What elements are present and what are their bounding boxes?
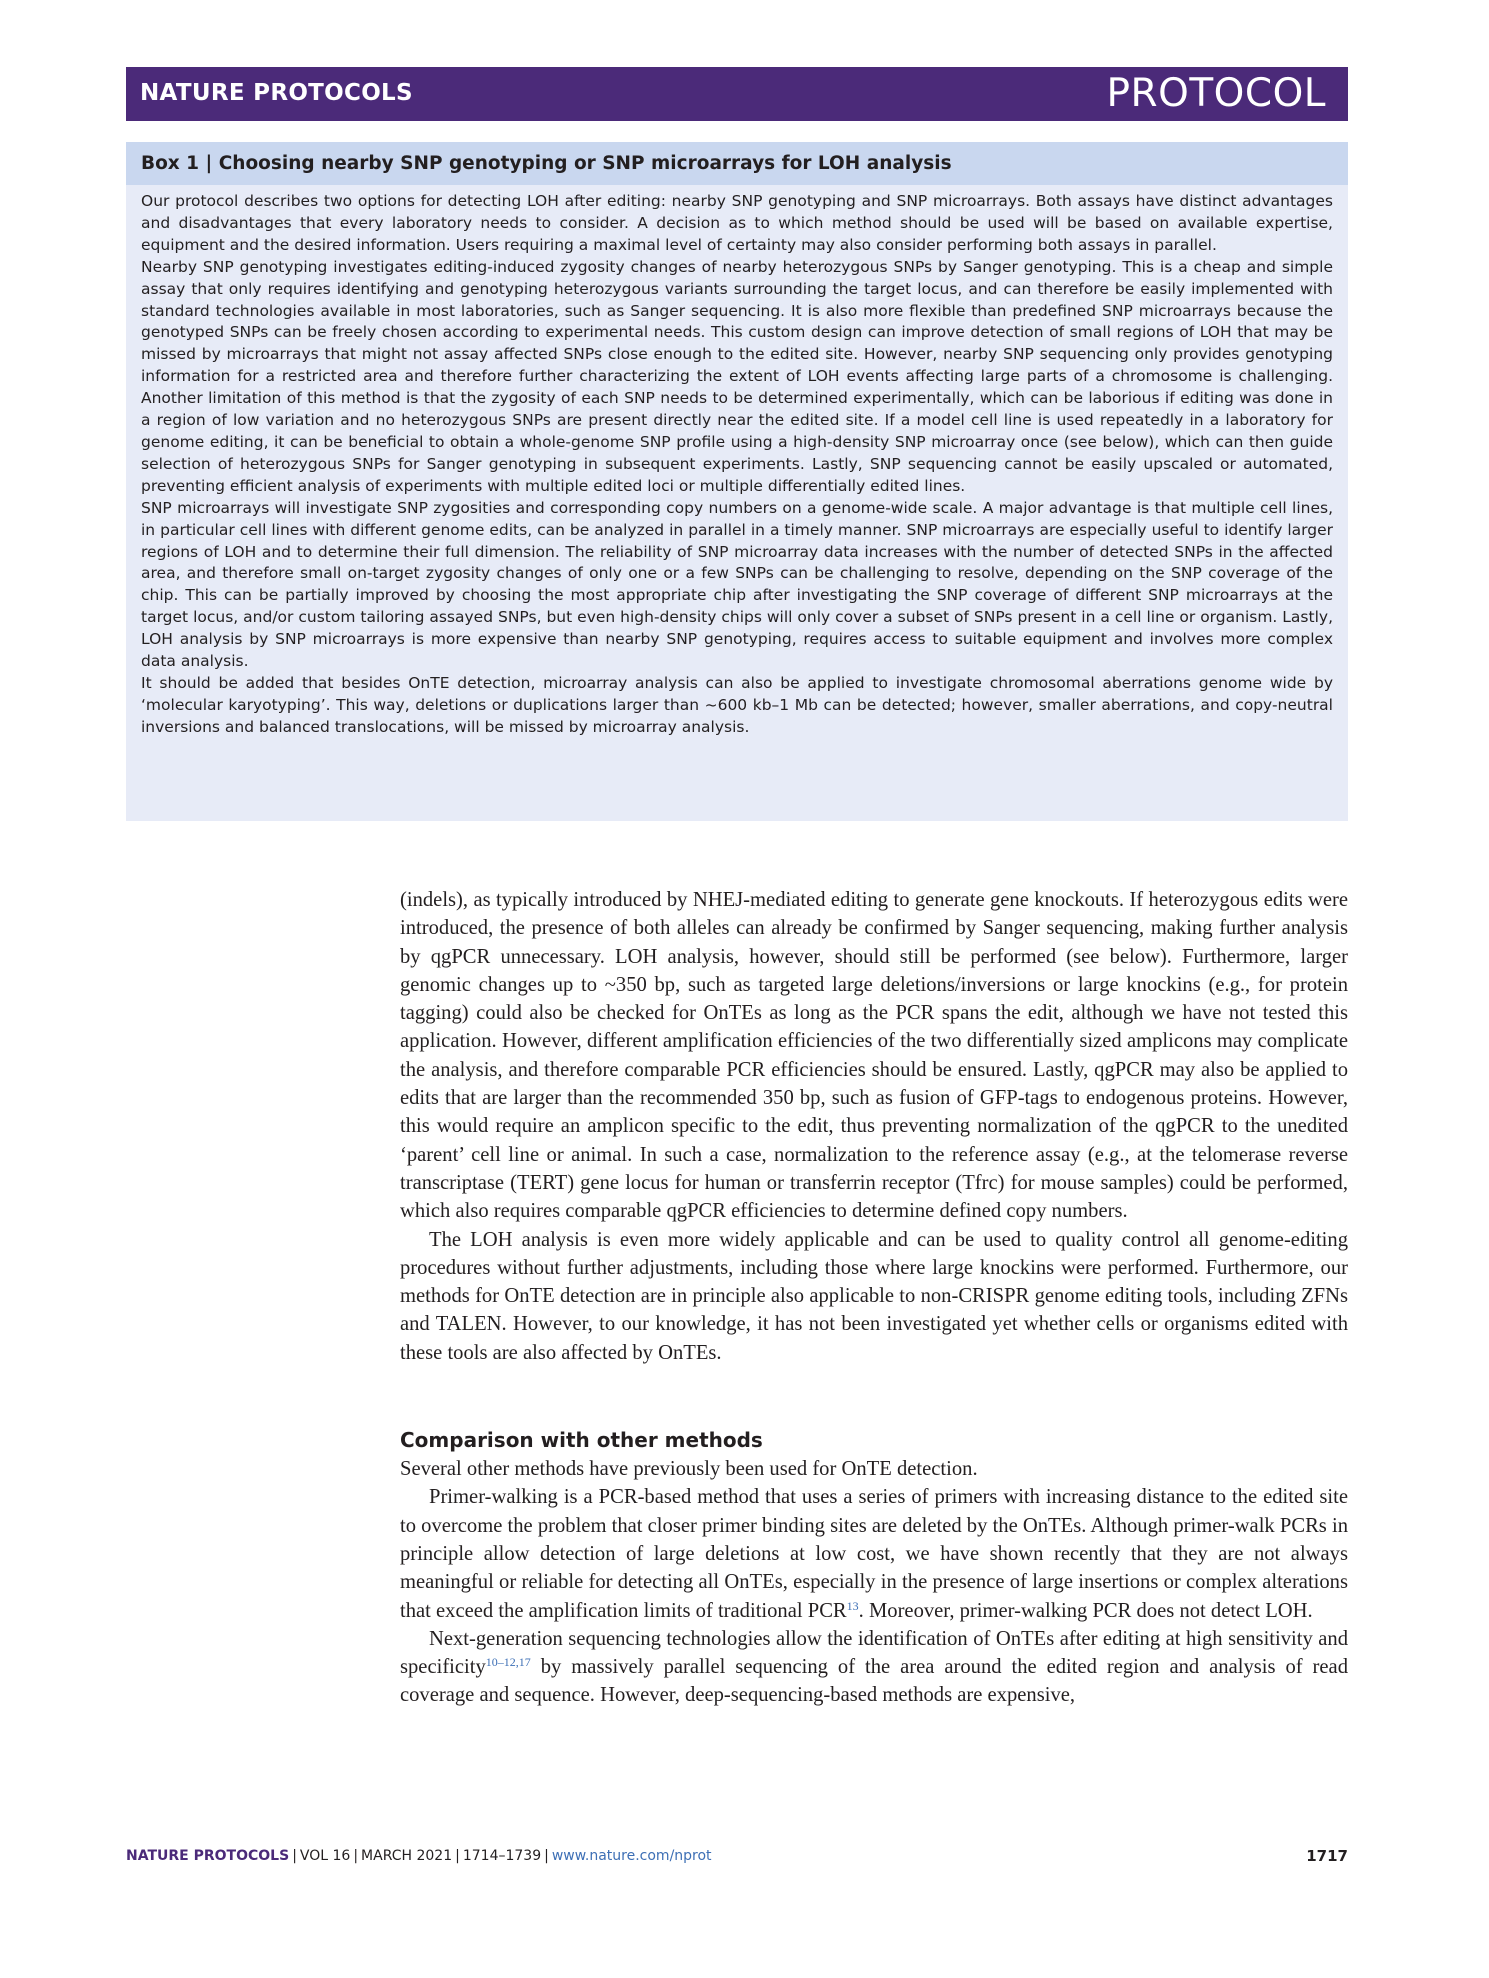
footer-volume: VOL 16 bbox=[299, 1848, 351, 1864]
footer-journal: NATURE PROTOCOLS bbox=[126, 1848, 290, 1864]
body-text: . Moreover, primer-walking PCR does not detect LOH. bbox=[858, 1599, 1313, 1622]
footer-date: MARCH 2021 bbox=[361, 1848, 453, 1864]
body-paragraph: The LOH analysis is even more widely applicable and can be used to quality control all genome-editing procedures without further adjustments, including those where large knockins were performed. Furthermore, our methods for OnTE detection are in principle also applicable to non-CRISPR genome editing tools, including ZFNs and TALEN. However, to our knowledge, it has not been investigated yet whether cells or organisms edited with these tools are also affected by OnTEs. bbox=[400, 1228, 1348, 1364]
body-paragraph bbox=[400, 1625, 1348, 1710]
box-body bbox=[141, 191, 1333, 739]
box-paragraph: Our protocol describes two options for detecting LOH after editing: nearby SNP genotyping and SNP microarrays. Both assays have distinct advantages and disadvantages that every laboratory needs to consider. A decision as to which method should be used will be based on available expertise, equipment and the desired information. Users requiring a maximal level of certainty may also consider performing both assays in parallel. bbox=[141, 192, 1333, 254]
box-paragraph: Nearby SNP genotyping investigates editing-induced zygosity changes of nearby heterozygous SNPs by Sanger genotyping. This is a cheap and simple assay that only requires identifying and genotyping heterozygous variants surrounding the target locus, and can therefore be easily implemented with standard technologies available in most laboratories, such as Sanger sequencing. It is also more flexible than predefined SNP microarrays because the genotyped SNPs can be freely chosen according to experimental needs. This custom design can improve detection of small regions of LOH that may be missed by microarrays that might not assay affected SNPs close enough to the edited site. However, nearby SNP sequencing only provides genotyping information for a restricted area and therefore further characterizing the extent of LOH events affecting large parts of a chromosome is challenging. Another limitation of this method is that the zygosity of each SNP needs to be determined experimentally, which can be laborious if editing was done in a region of low variation and no heterozygous SNPs are present directly near the edited site. If a model cell line is used repeatedly in a laboratory for genome editing, it can be beneficial to obtain a whole-genome SNP profile using a high-density SNP microarray once (see below), which can then guide selection of heterozygous SNPs for Sanger genotyping in subsequent experiments. Lastly, SNP sequencing cannot be easily upscaled or automated, preventing efficient analysis of experiments with multiple edited loci or multiple differentially edited lines. bbox=[141, 257, 1333, 495]
citation-link[interactable]: 13 bbox=[846, 1598, 859, 1613]
body-paragraph: (indels), as typically introduced by NHEJ-mediated editing to generate gene knockouts. If heterozygous edits were introduced, the presence of both alleles can already be confirmed by Sanger sequencing, making further analysis by qgPCR unnecessary. LOH analysis, however, should still be performed (see below). Furthermore, larger genomic changes up to ~350 bp, such as targeted large deletions/inversions or large knockins (e.g., for protein tagging) could also be checked for OnTEs as long as the PCR spans the edit, although we have not tested this application. However, different amplification efficiencies of the two differentially sized amplicons may complicate the analysis, and therefore comparable PCR efficiencies should be ensured. Lastly, qgPCR may also be applied to edits that are larger than the recommended 350 bp, such as fusion of GFP-tags to endogenous proteins. However, this would require an amplicon specific to the edit, thus preventing normalization of the qgPCR to the unedited ‘parent’ cell line or animal. In such a case, normalization to the reference assay (e.g., at the telomerase reverse transcriptase (TERT) gene locus for human or transferrin receptor (Tfrc) for mouse samples) could be performed, which also requires comparable qgPCR efficiencies to determine defined copy numbers. bbox=[400, 889, 1348, 1223]
article-type: PROTOCOL bbox=[1106, 71, 1326, 116]
main-text-column bbox=[400, 886, 1348, 1710]
box-paragraph: SNP microarrays will investigate SNP zygosities and corresponding copy numbers on a genome-wide scale. A major advantage is that multiple cell lines, in particular cell lines with different genome edits, can be analyzed in parallel in a timely manner. SNP microarrays are especially useful to identify larger regions of LOH and to determine their full dimension. The reliability of SNP microarray data increases with the number of detected SNPs in the affected area, and therefore small on-target zygosity changes of only one or a few SNPs can be challenging to resolve, depending on the SNP coverage of the chip. This can be partially improved by choosing the most appropriate chip after investigating the SNP coverage of different SNP microarrays at the target locus, and/or custom tailoring assayed SNPs, but even high-density chips will only cover a subset of SNPs present in a cell line or organism. Lastly, LOH analysis by SNP microarrays is more expensive than nearby SNP genotyping, requires access to suitable equipment and involves more complex data analysis. bbox=[141, 498, 1333, 671]
journal-name: NATURE PROTOCOLS bbox=[140, 80, 413, 106]
footer-separator: | bbox=[455, 1848, 460, 1864]
section-heading: Comparison with other methods bbox=[400, 1428, 763, 1453]
footer-separator: | bbox=[292, 1848, 297, 1864]
journal-header-bar bbox=[126, 67, 1348, 121]
citation-link[interactable]: 10–12,17 bbox=[485, 1655, 531, 1670]
body-paragraph bbox=[400, 1483, 1348, 1624]
body-text: by massively parallel sequencing of the area around the edited region and analysis of read coverage and sequence. However, deep-sequencing-based methods are expensive, bbox=[400, 1656, 1348, 1707]
box-1 bbox=[126, 142, 1348, 821]
footer-citation bbox=[126, 1848, 712, 1864]
box-title-bar bbox=[126, 142, 1348, 185]
footer-url-link[interactable]: www.nature.com/nprot bbox=[551, 1848, 712, 1864]
body-text: Primer-walking is a PCR-based method that uses a series of primers with increasing distance to the edited site to overcome the problem that closer primer binding sites are deleted by the OnTEs. Although primer-walk PCRs in principle allow detection of large deletions at low cost, we have shown recently that they are not always meaningful or reliable for detecting all OnTEs, especially in the presence of large insertions or complex alterations that exceed the amplification limits of traditional PCR bbox=[400, 1486, 1348, 1622]
box-title: Box 1 | Choosing nearby SNP genotyping or SNP microarrays for LOH analysis bbox=[141, 153, 952, 174]
footer-separator: | bbox=[544, 1848, 549, 1864]
box-paragraph: It should be added that besides OnTE detection, microarray analysis can also be applied to investigate chromosomal aberrations genome wide by ‘molecular karyotyping’. This way, deletions or duplications larger than ~600 kb–1 Mb can be detected; however, smaller aberrations, and copy-neutral inversions and balanced translocations, will be missed by microarray analysis. bbox=[141, 673, 1333, 736]
footer-separator: | bbox=[353, 1848, 359, 1864]
footer-pages: 1714–1739 bbox=[462, 1848, 542, 1864]
body-paragraph: Several other methods have previously been used for OnTE detection. bbox=[400, 1458, 978, 1481]
body-text: Next-generation sequencing technologies allow the identification of OnTEs after editing at high sensitivity and specificity bbox=[400, 1627, 1348, 1679]
page-number: 1717 bbox=[1306, 1847, 1348, 1865]
